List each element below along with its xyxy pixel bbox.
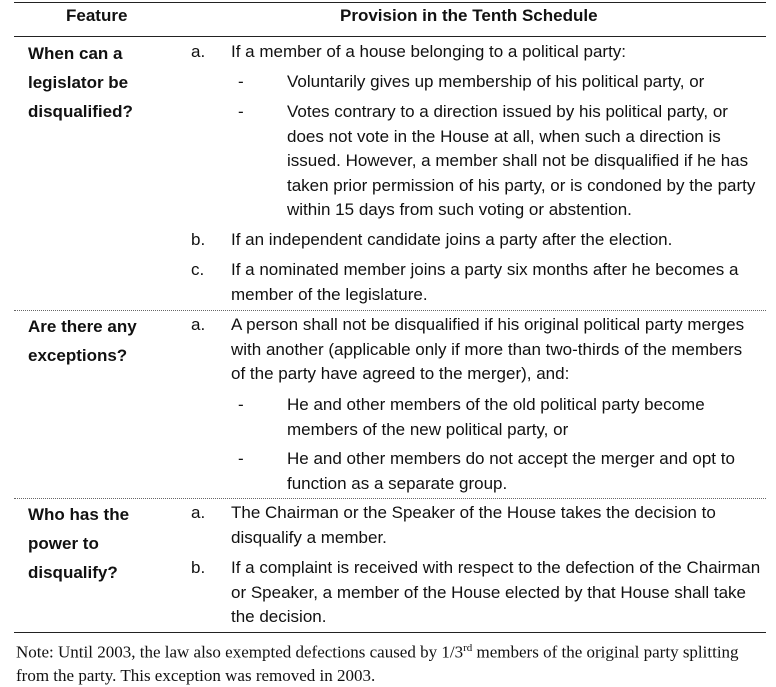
item-text: The Chairman or the Speaker of the House takes the decision to disqualify a member. [231, 503, 716, 547]
footnote [16, 637, 766, 687]
item-marker: a. [191, 503, 206, 522]
feature-disqualified: When can a legislator be disqualified? [28, 44, 133, 121]
item-marker: c. [191, 260, 205, 279]
top-rule [14, 2, 766, 3]
feature-power: Who has the power to disqualify? [28, 505, 130, 582]
section-divider [14, 310, 766, 311]
item-marker: b. [191, 230, 206, 249]
item-text: If a complaint is received with respect to the defection of the Chairman or Speaker, a member of the House elected by that House shall take the decision. [231, 558, 761, 626]
note-before: Note: Until 2003, the law also exempted defections caused by 1/3 [16, 642, 464, 662]
header-feature: Feature [66, 6, 128, 25]
item-text: If a member of a house belonging to a political party: [231, 42, 627, 61]
bottom-rule [14, 632, 766, 633]
feature-exceptions: Are there any exceptions? [28, 317, 137, 365]
note-after: members of the original party splitting from the party. This exception was removed in 2003. [16, 642, 739, 685]
table-header [0, 6, 776, 32]
subitem-text: He and other members of the old political party become members of the new political party, or [287, 395, 705, 439]
subitem-text: Voluntarily gives up membership of his political party, or [287, 72, 705, 91]
item-marker: b. [191, 558, 206, 577]
item-marker: a. [191, 315, 206, 334]
table-page: Feature Provision in the Tenth Schedule When can a legislator be disqualified? a. If a member of a house belonging to a political party: - Voluntarily gives up membership of his political party, or - Votes contrary to a direction issued by his political party, or does not vote in the House at all, when such a direction is issued. However, a member shall not be disqualified if he has taken prior permission of his party, or is condoned by the party within 15 days from such voting or abstention. b. If an independent candidate joins a party after the election. c. If a nominated member joins a party six months after he becomes a member of the legislature. Are there any exceptions? a. A person shall not be disqualified if his original political party merges with another (applicable only if more than two-thirds of the members of the party have agreed to the merger), and: - He and other members of the old political party become members of the new political party, or - He and other members do not accept the merger and opt to function as a separate group. Who has the power to disqualify? a. The Chairman or the Speaker of the House takes the decision to disqualify a member. b. If a complaint is received with respect to the defection of the Chairman or Speaker, a member of the House elected by that House shall take the decision. Note: Until 2003, the law also exempted defections caused by 1/3rd members of the original party splitting from the party. This exception was removed in 2003. [0, 0, 776, 686]
note-sup: rd [463, 642, 473, 654]
item-text: If a nominated member joins a party six months after he becomes a member of the legislature. [231, 260, 739, 304]
item-marker: a. [191, 42, 206, 61]
header-rule [14, 36, 766, 37]
section-divider [14, 498, 766, 499]
item-text: If an independent candidate joins a party after the election. [231, 230, 673, 249]
item-text: A person shall not be disqualified if his original political party merges with another (applicable only if more than two-thirds of the members of the party have agreed to the merger), and: [231, 315, 745, 383]
subitem-text: Votes contrary to a direction issued by his political party, or does not vote in the House at all, when such a direction is issued. However, a member shall not be disqualified if he has taken prior permission of his party, or is condoned by the party within 15 days from such voting or abstention. [287, 102, 756, 219]
subitem-text: He and other members do not accept the merger and opt to function as a separate group. [287, 449, 735, 493]
header-provision: Provision in the Tenth Schedule [340, 6, 598, 25]
